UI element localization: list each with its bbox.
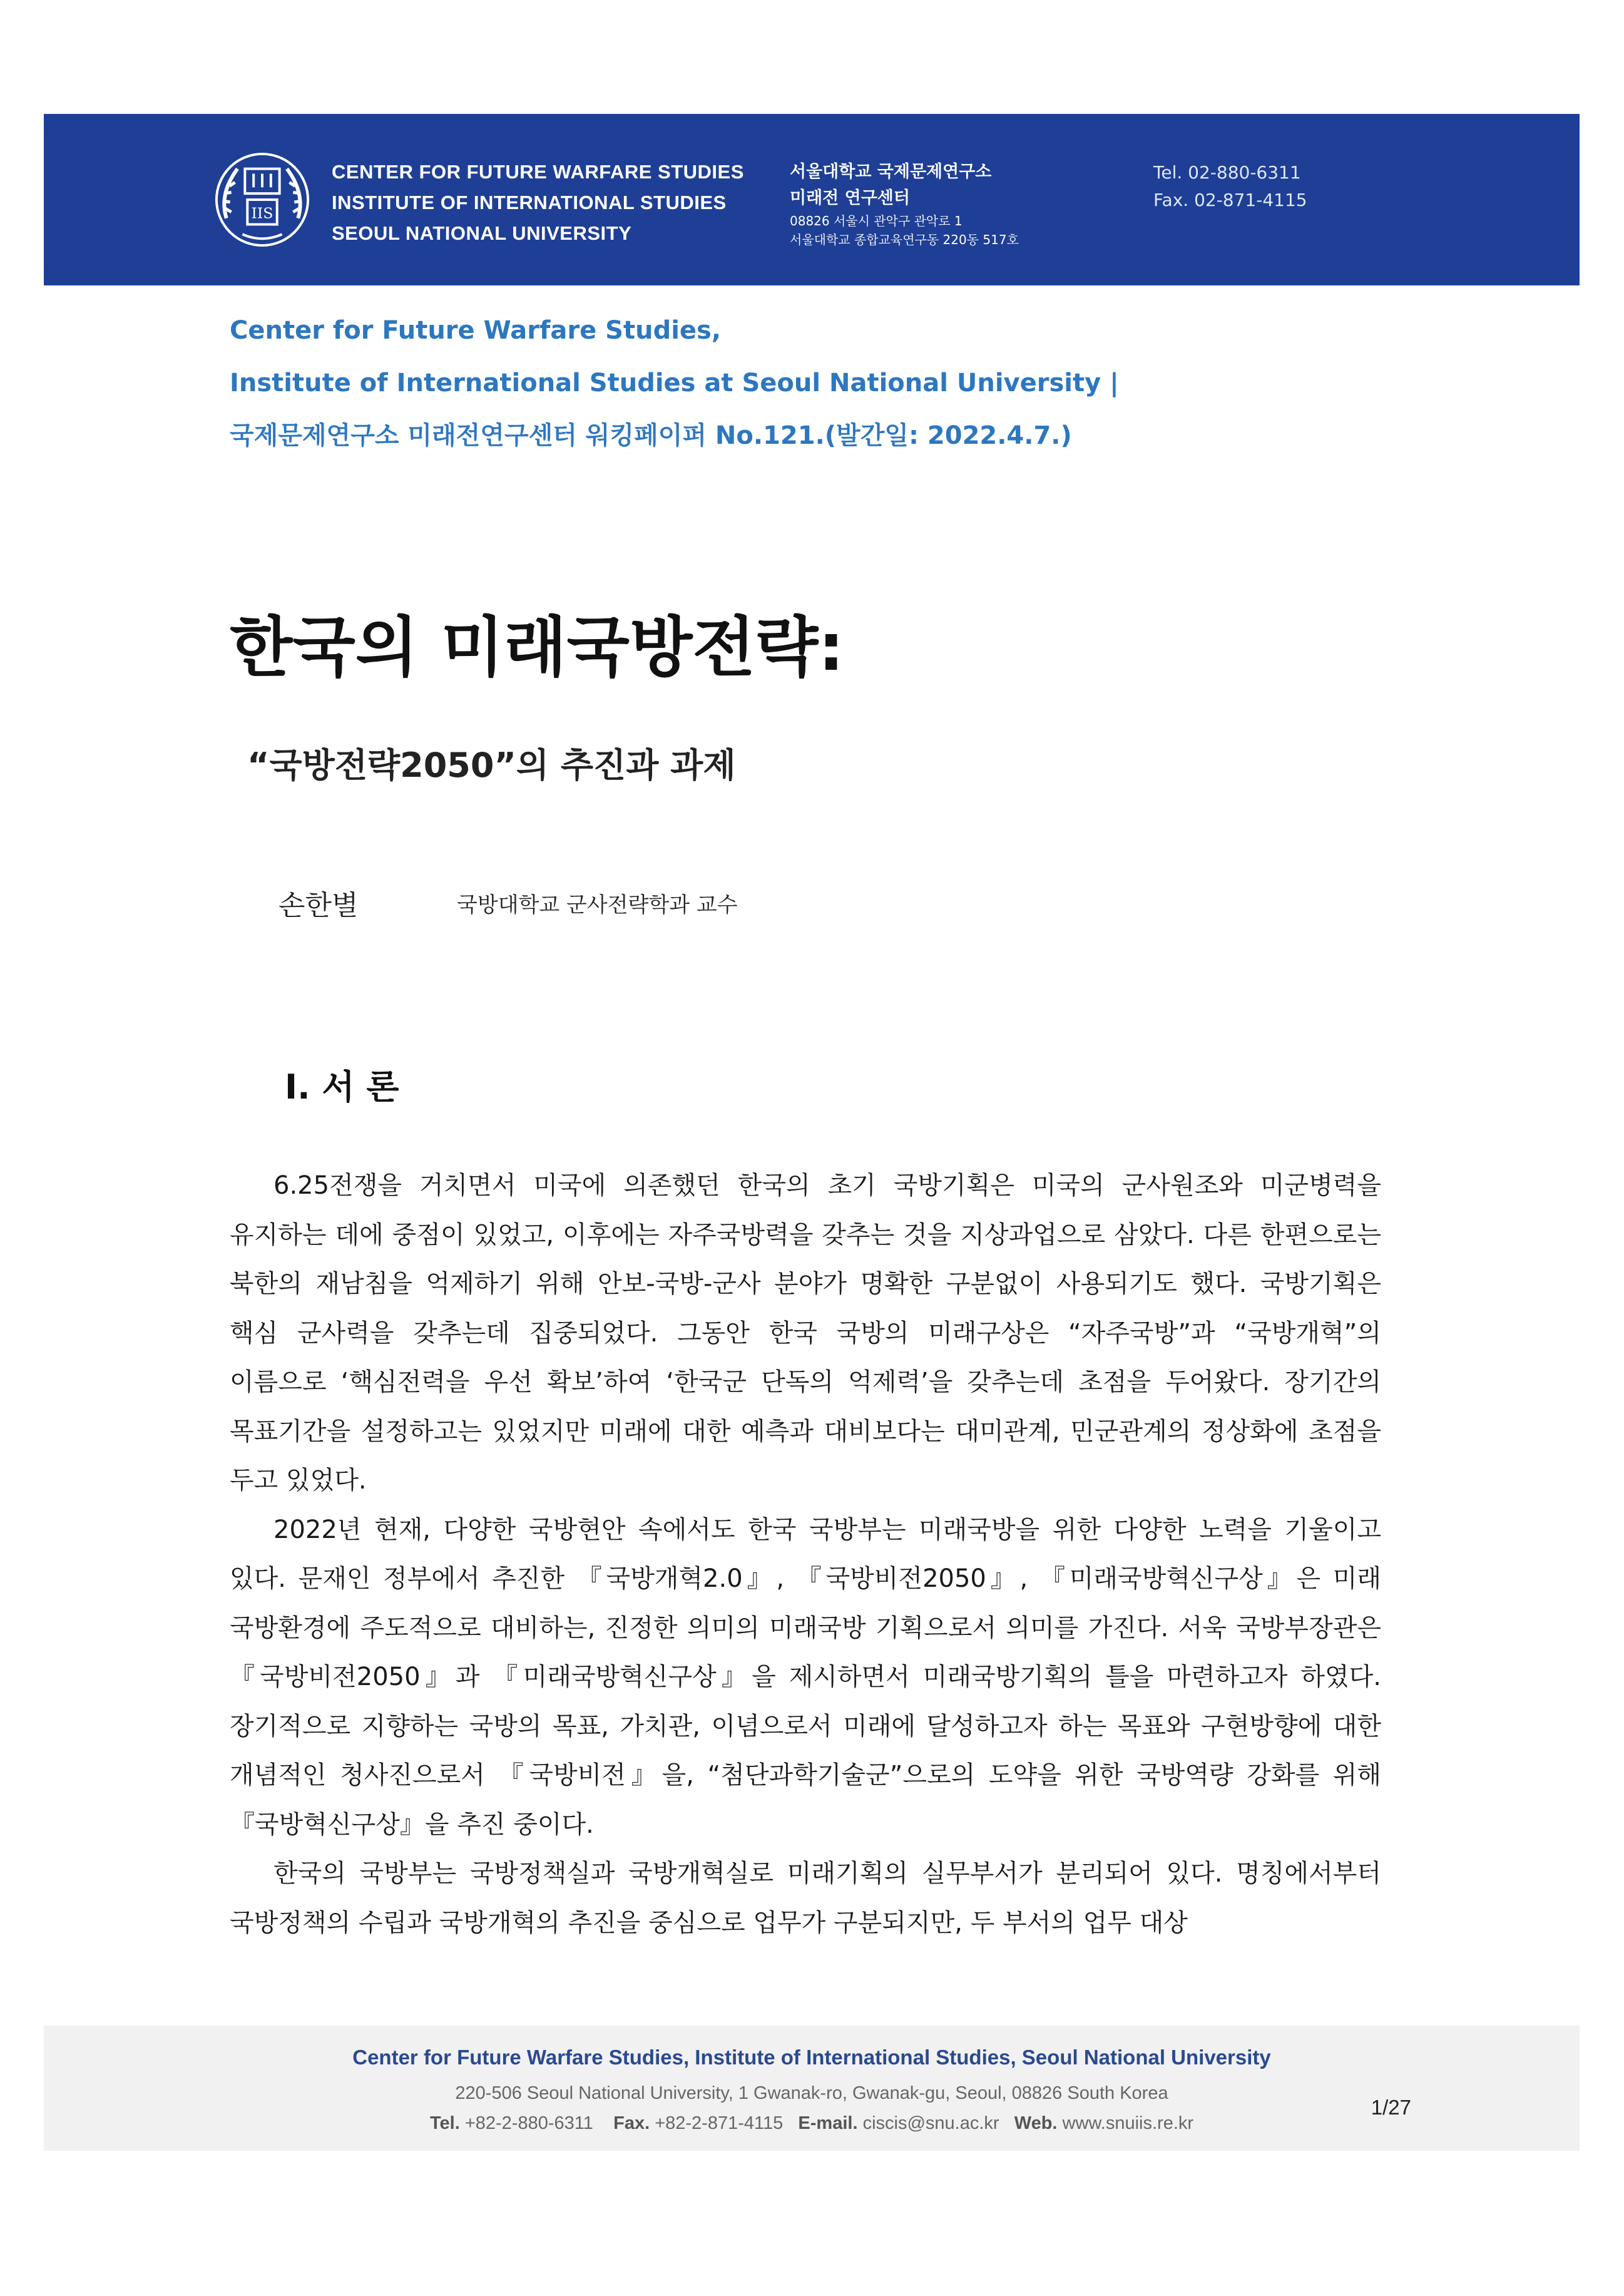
section-heading: Ⅰ. 서 론 xyxy=(285,1067,399,1107)
institution-ko-name: 서울대학교 국제문제연구소 xyxy=(790,162,992,182)
institution-english xyxy=(332,156,744,249)
footer-fax: +82-2-871-4115 xyxy=(655,2113,784,2133)
author-name: 손한별 xyxy=(278,889,359,921)
institution-korean xyxy=(790,159,1019,249)
footer-email-link[interactable]: ciscis@snu.ac.kr xyxy=(862,2113,999,2133)
address-ko-line: 서울대학교 종합교육연구동 220동 517호 xyxy=(790,232,1019,247)
address-ko-line: 08826 서울시 관악구 관악로 1 xyxy=(790,213,963,228)
body-paragraph: 6.25전쟁을 거치면서 미국에 의존했던 한국의 초기 국방기획은 미국의 군사원조와 미군병력을 유지하는 데에 중점이 있었고, 이후에는 자주국방력을 갖추는 것을 지상과업으로 삼았다. 다른 한편으로는 북한의 재남침을 억제하기 위해 안보-국방-군사 분야가 명확한 구분없이 사용되기도 했다. 국방기획은 핵심 군사력을 갖추는데 집중되었다. 그동안 한국 국방의 미래구상은 “자주국방”과 “국방개혁”의 이름으로 ‘핵심전력을 우선 확보’하여 ‘한국군 단독의 억제력’을 갖추는데 초점을 두어왔다. 장기간의 목표기간을 설정하고는 있었지만 미래에 대한 예측과 대비보다는 대미관계, 민군관계의 정상화에 초점을 두고 있었다. xyxy=(230,1171,1381,1495)
series-line: Institute of International Studies at Seoul National University | xyxy=(230,369,1119,397)
footer-tel: +82-2-880-6311 xyxy=(464,2113,593,2133)
footer-band xyxy=(44,2026,1580,2151)
footer-address: 220-506 Seoul National University, 1 Gwanak-ro, Gwanak-gu, Seoul, 08826 South Korea xyxy=(455,2083,1168,2103)
logo-text: IIS xyxy=(251,204,273,222)
paper-subtitle: “국방전략2050”의 추진과 과제 xyxy=(247,746,736,785)
paper-title: 한국의 미래국방전략: xyxy=(230,609,844,685)
institution-ko-center: 미래전 연구센터 xyxy=(790,188,910,208)
footer-web-label: Web. xyxy=(1014,2113,1058,2133)
page-number: 1/27 xyxy=(1371,2096,1411,2119)
footer-web-link[interactable]: www.snuiis.re.kr xyxy=(1062,2113,1194,2133)
iis-seal-icon xyxy=(213,150,312,249)
footer-fax-label: Fax. xyxy=(613,2113,650,2133)
series-line: Center for Future Warfare Studies, xyxy=(230,316,722,345)
header-contact xyxy=(1153,159,1307,214)
body-text xyxy=(230,1161,1381,1947)
series-line: 국제문제연구소 미래전연구센터 워킹페이퍼 No.121.(발간일: 2022.4.7.) xyxy=(230,421,1072,450)
institution-en-line: CENTER FOR FUTURE WARFARE STUDIES xyxy=(332,161,744,183)
header-band xyxy=(44,114,1580,285)
footer-email-label: E-mail. xyxy=(798,2113,858,2133)
header-fax: Fax. 02-871-4115 xyxy=(1153,190,1307,210)
body-paragraph: 2022년 현재, 다양한 국방현안 속에서도 한국 국방부는 미래국방을 위한 다양한 노력을 기울이고 있다. 문재인 정부에서 추진한 『국방개혁2.0』, 『국방비전2050』, 『미래국방혁신구상』은 미래 국방환경에 주도적으로 대비하는, 진정한 의미의 미래국방 기획으로서 의미를 가진다. 서욱 국방부장관은 『국방비전2050』과 『미래국방혁신구상』을 제시하면서 미래국방기획의 틀을 마련하고자 하였다. 장기적으로 지향하는 국방의 목표, 가치관, 이념으로서 미래에 달성하고자 하는 목표와 구현방향에 대한 개념적인 청사진으로서 『국방비전』을, “첨단과학기술군”으로의 도약을 위한 국방역량 강화를 위해 『국방혁신구상』을 추진 중이다. xyxy=(230,1515,1381,1839)
body-paragraph: 한국의 국방부는 국방정책실과 국방개혁실로 미래기획의 실무부서가 분리되어 있다. 명칭에서부터 국방정책의 수립과 국방개혁의 추진을 중심으로 업무가 구분되지만, 두 부서의 업무 대상 xyxy=(230,1859,1381,1937)
footer-contact xyxy=(44,2113,1580,2134)
header-tel: Tel. 02-880-6311 xyxy=(1153,162,1301,183)
series-info xyxy=(230,304,1119,462)
author-affiliation: 국방대학교 군사전략학과 교수 xyxy=(457,893,738,918)
institution-en-line: INSTITUTE OF INTERNATIONAL STUDIES xyxy=(332,192,727,213)
institution-en-line: SEOUL NATIONAL UNIVERSITY xyxy=(332,222,632,244)
footer-institution: Center for Future Warfare Studies, Institute of International Studies, Seoul National University xyxy=(352,2046,1271,2069)
footer-tel-label: Tel. xyxy=(429,2113,460,2133)
